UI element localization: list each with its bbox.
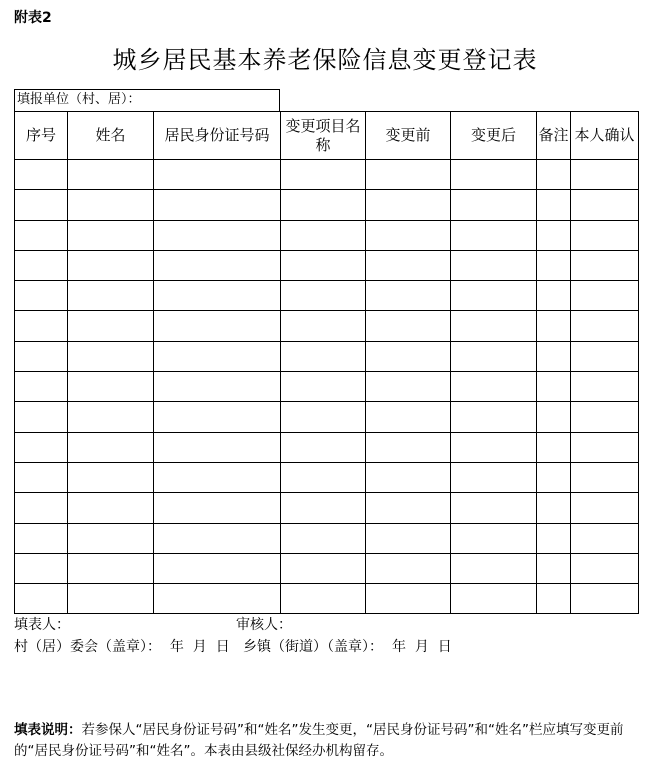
table-cell[interactable] xyxy=(281,160,366,190)
table-cell[interactable] xyxy=(15,462,68,492)
table-cell[interactable] xyxy=(571,493,639,523)
table-cell[interactable] xyxy=(68,372,154,402)
table-cell[interactable] xyxy=(68,160,154,190)
table-cell[interactable] xyxy=(281,432,366,462)
table-cell[interactable] xyxy=(451,462,537,492)
table-cell[interactable] xyxy=(15,281,68,311)
table-cell[interactable] xyxy=(366,493,451,523)
table-cell[interactable] xyxy=(15,432,68,462)
table-cell[interactable] xyxy=(68,250,154,280)
table-row xyxy=(15,190,639,220)
table-cell[interactable] xyxy=(366,311,451,341)
table-cell[interactable] xyxy=(68,311,154,341)
table-row xyxy=(15,584,639,614)
table-cell[interactable] xyxy=(451,372,537,402)
table-cell[interactable] xyxy=(281,493,366,523)
table-cell[interactable] xyxy=(537,250,571,280)
table-cell[interactable] xyxy=(154,250,281,280)
attachment-label: 附表2 xyxy=(14,10,52,26)
table-cell[interactable] xyxy=(451,250,537,280)
table-cell[interactable] xyxy=(281,553,366,583)
table-cell[interactable] xyxy=(537,523,571,553)
header-serial-number: 序号 xyxy=(15,112,68,160)
table-cell[interactable] xyxy=(68,190,154,220)
table-row xyxy=(15,402,639,432)
table-cell[interactable] xyxy=(154,190,281,220)
header-id-number: 居民身份证号码 xyxy=(154,112,281,160)
table-cell[interactable] xyxy=(537,281,571,311)
table-cell[interactable] xyxy=(68,220,154,250)
table-row xyxy=(15,341,639,371)
table-cell[interactable] xyxy=(154,402,281,432)
table-row xyxy=(15,462,639,492)
table-cell[interactable] xyxy=(537,311,571,341)
instructions-note xyxy=(14,720,634,762)
table-cell[interactable] xyxy=(281,250,366,280)
table-cell[interactable] xyxy=(68,402,154,432)
table-cell[interactable] xyxy=(571,372,639,402)
header-self-confirmation: 本人确认 xyxy=(571,112,639,160)
table-cell[interactable] xyxy=(366,372,451,402)
table-row xyxy=(15,281,639,311)
table-cell[interactable] xyxy=(68,553,154,583)
table-cell[interactable] xyxy=(15,311,68,341)
table-cell[interactable] xyxy=(451,584,537,614)
table-cell[interactable] xyxy=(537,462,571,492)
table-cell[interactable] xyxy=(68,493,154,523)
table-cell[interactable] xyxy=(154,584,281,614)
header-remarks: 备注 xyxy=(537,112,571,160)
table-cell[interactable] xyxy=(571,190,639,220)
table-cell[interactable] xyxy=(571,584,639,614)
table-cell[interactable] xyxy=(451,160,537,190)
table-cell[interactable] xyxy=(15,523,68,553)
table-cell[interactable] xyxy=(15,250,68,280)
table-cell[interactable] xyxy=(571,523,639,553)
table-cell[interactable] xyxy=(571,341,639,371)
table-cell[interactable] xyxy=(366,220,451,250)
table-cell[interactable] xyxy=(281,311,366,341)
table-cell[interactable] xyxy=(451,553,537,583)
table-cell[interactable] xyxy=(366,281,451,311)
table-cell[interactable] xyxy=(537,432,571,462)
table-cell[interactable] xyxy=(366,584,451,614)
table-cell[interactable] xyxy=(366,341,451,371)
table-cell[interactable] xyxy=(366,402,451,432)
table-cell[interactable] xyxy=(15,584,68,614)
table-row xyxy=(15,432,639,462)
table-row xyxy=(15,553,639,583)
table-cell[interactable] xyxy=(366,432,451,462)
note-text: 若参保人“居民身份证号码”和“姓名”发生变更，“居民身份证号码”和“姓名”栏应填写变更前的“居民身份证号码”和“姓名”。本表由县级社保经办机构留存。 xyxy=(14,722,624,759)
table-cell[interactable] xyxy=(15,372,68,402)
table-cell[interactable] xyxy=(154,311,281,341)
table-row xyxy=(15,493,639,523)
table-cell[interactable] xyxy=(366,160,451,190)
table-cell[interactable] xyxy=(154,553,281,583)
reporting-unit-field[interactable] xyxy=(14,89,280,111)
table-cell[interactable] xyxy=(281,281,366,311)
table-cell[interactable] xyxy=(68,462,154,492)
table-cell[interactable] xyxy=(154,432,281,462)
table-cell[interactable] xyxy=(154,493,281,523)
table-cell[interactable] xyxy=(571,432,639,462)
table-body xyxy=(15,160,639,614)
table-cell[interactable] xyxy=(537,341,571,371)
table-cell[interactable] xyxy=(68,341,154,371)
form-title: 城乡居民基本养老保险信息变更登记表 xyxy=(112,46,538,74)
table-cell[interactable] xyxy=(15,220,68,250)
table-cell[interactable] xyxy=(571,462,639,492)
table-cell[interactable] xyxy=(366,250,451,280)
table-cell[interactable] xyxy=(571,250,639,280)
table-row xyxy=(15,220,639,250)
table-cell[interactable] xyxy=(537,372,571,402)
table-cell[interactable] xyxy=(451,220,537,250)
table-cell[interactable] xyxy=(281,341,366,371)
table-cell[interactable] xyxy=(571,402,639,432)
table-cell[interactable] xyxy=(571,311,639,341)
table-cell[interactable] xyxy=(366,462,451,492)
filler-label: 填表人： xyxy=(14,617,70,633)
table-cell[interactable] xyxy=(451,523,537,553)
table-cell[interactable] xyxy=(154,220,281,250)
reviewer-label: 审核人： xyxy=(236,617,292,633)
table-cell[interactable] xyxy=(451,190,537,220)
table-cell[interactable] xyxy=(571,553,639,583)
table-cell[interactable] xyxy=(15,402,68,432)
table-cell[interactable] xyxy=(451,281,537,311)
signature-line xyxy=(14,615,292,635)
table-cell[interactable] xyxy=(15,493,68,523)
table-cell[interactable] xyxy=(537,553,571,583)
header-after-change: 变更后 xyxy=(451,112,537,160)
table-cell[interactable] xyxy=(281,584,366,614)
note-label: 填表说明： xyxy=(14,722,82,738)
table-cell[interactable] xyxy=(281,220,366,250)
table-cell[interactable] xyxy=(366,523,451,553)
table-cell[interactable] xyxy=(281,190,366,220)
table-cell[interactable] xyxy=(537,220,571,250)
table-cell[interactable] xyxy=(537,584,571,614)
table-cell[interactable] xyxy=(537,402,571,432)
table-row xyxy=(15,250,639,280)
table-cell[interactable] xyxy=(154,341,281,371)
table-cell[interactable] xyxy=(15,160,68,190)
table-row xyxy=(15,160,639,190)
table-cell[interactable] xyxy=(537,190,571,220)
table-cell[interactable] xyxy=(571,220,639,250)
table-cell[interactable] xyxy=(154,281,281,311)
table-cell[interactable] xyxy=(571,281,639,311)
table-cell[interactable] xyxy=(154,523,281,553)
table-cell[interactable] xyxy=(15,341,68,371)
table-cell[interactable] xyxy=(15,553,68,583)
table-row xyxy=(15,523,639,553)
header-name: 姓名 xyxy=(68,112,154,160)
table-cell[interactable] xyxy=(68,281,154,311)
table-cell[interactable] xyxy=(68,584,154,614)
table-cell[interactable] xyxy=(281,402,366,432)
table-cell[interactable] xyxy=(366,190,451,220)
table-cell[interactable] xyxy=(451,432,537,462)
table-cell[interactable] xyxy=(451,493,537,523)
table-cell[interactable] xyxy=(68,523,154,553)
seal-date-line: 村（居）委会（盖章）： 年 月 日 乡镇（街道）（盖章）： 年 月 日 xyxy=(14,639,452,655)
table-header-row xyxy=(15,112,639,160)
table-cell[interactable] xyxy=(451,341,537,371)
table-cell[interactable] xyxy=(281,462,366,492)
table-cell[interactable] xyxy=(451,402,537,432)
table-cell[interactable] xyxy=(537,493,571,523)
table-cell[interactable] xyxy=(451,311,537,341)
table-cell[interactable] xyxy=(68,432,154,462)
header-before-change: 变更前 xyxy=(366,112,451,160)
reporting-unit-label: 填报单位（村、居）： xyxy=(17,92,141,107)
table-cell[interactable] xyxy=(154,372,281,402)
table-cell[interactable] xyxy=(366,553,451,583)
table-cell[interactable] xyxy=(571,160,639,190)
table-cell[interactable] xyxy=(537,160,571,190)
table-cell[interactable] xyxy=(154,462,281,492)
table-cell[interactable] xyxy=(154,160,281,190)
table-cell[interactable] xyxy=(281,372,366,402)
table-row xyxy=(15,311,639,341)
header-change-item: 变更项目名称 xyxy=(281,112,366,160)
table-row xyxy=(15,372,639,402)
table-cell[interactable] xyxy=(281,523,366,553)
table-cell[interactable] xyxy=(15,190,68,220)
change-registration-table xyxy=(14,111,639,614)
